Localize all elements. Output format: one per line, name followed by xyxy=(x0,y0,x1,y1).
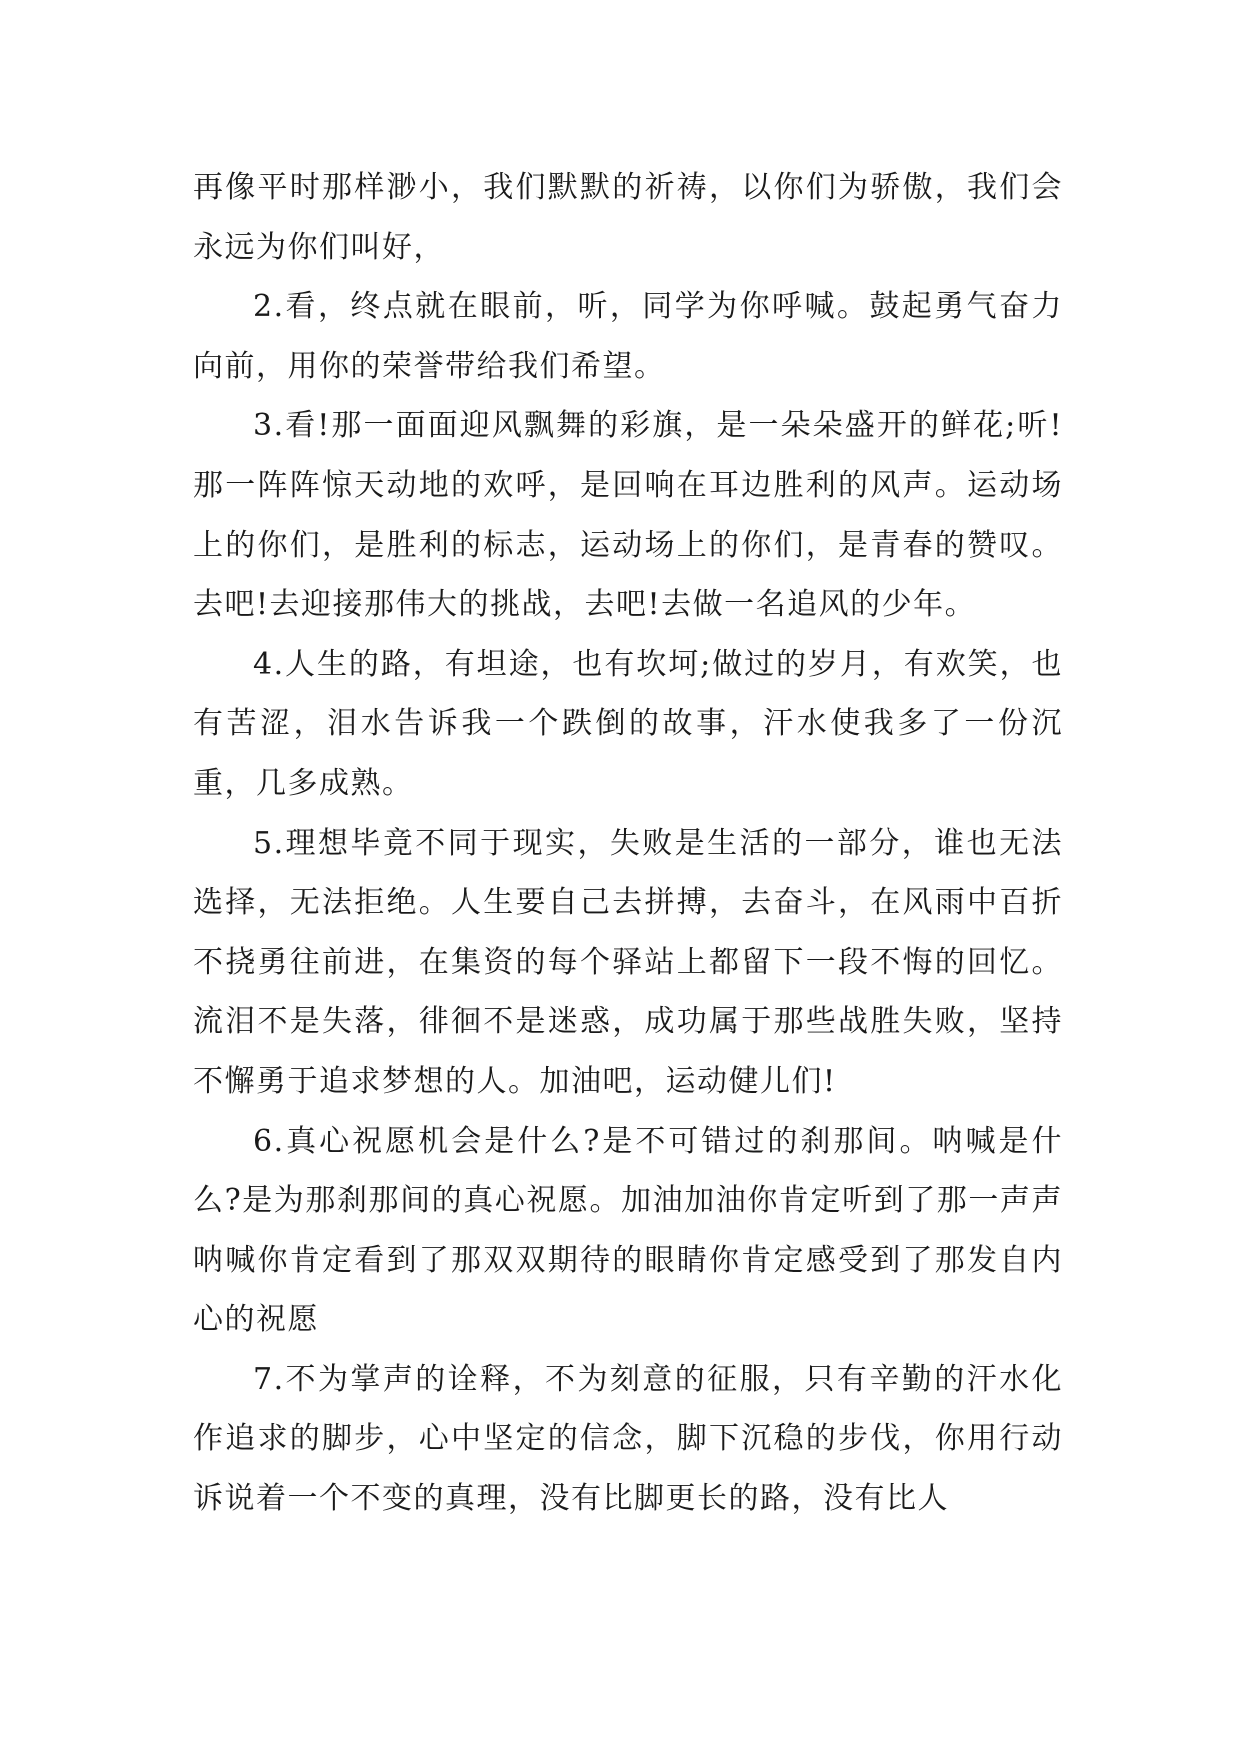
paragraph-5: 5.理想毕竟不同于现实，失败是生活的一部分，谁也无法选择，无法拒绝。人生要自己去拼搏，去奋斗，在风雨中百折不挠勇往前进，在集资的每个驿站上都留下一段不悔的回忆。流泪不是失落，徘徊不是迷惑，成功属于那些战胜失败，坚持不懈勇于追求梦想的人。加油吧，运动健儿们! xyxy=(193,825,1063,1099)
paragraph-1: 再像平时那样渺小，我们默默的祈祷，以你们为骄傲，我们会永远为你们叫好， xyxy=(193,170,1063,265)
paragraph-7: 7.不为掌声的诠释，不为刻意的征服，只有辛勤的汗水化作追求的脚步，心中坚定的信念，脚下沉稳的步伐，你用行动诉说着一个不变的真理，没有比脚更长的路，没有比人 xyxy=(193,1361,1063,1517)
document-body xyxy=(193,158,1063,1529)
paragraph-3: 3.看!那一面面迎风飘舞的彩旗，是一朵朵盛开的鲜花;听!那一阵阵惊天动地的欢呼，是回响在耳边胜利的风声。运动场上的你们，是胜利的标志，运动场上的你们，是青春的赞叹。去吧!去迎接那伟大的挑战，去吧!去做一名追风的少年。 xyxy=(193,408,1063,623)
paragraph-6: 6.真心祝愿机会是什么?是不可错过的刹那间。呐喊是什么?是为那刹那间的真心祝愿。加油加油你肯定听到了那一声声呐喊你肯定看到了那双双期待的眼睛你肯定感受到了那发自内心的祝愿 xyxy=(193,1123,1063,1338)
paragraph-2: 2.看，终点就在眼前，听，同学为你呼喊。鼓起勇气奋力向前，用你的荣誉带给我们希望。 xyxy=(193,289,1063,384)
paragraph-4: 4.人生的路，有坦途，也有坎坷;做过的岁月，有欢笑，也有苦涩，泪水告诉我一个跌倒的故事，汗水使我多了一份沉重，几多成熟。 xyxy=(193,646,1063,801)
